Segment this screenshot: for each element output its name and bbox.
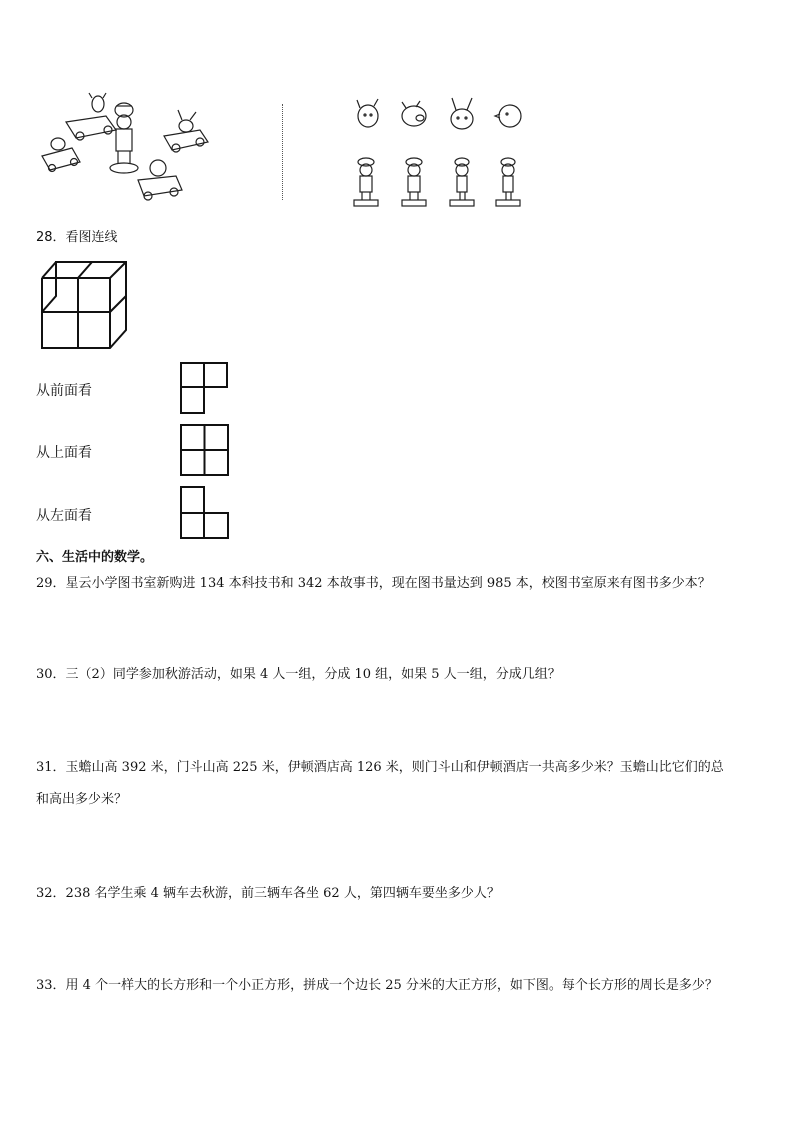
animal-heads-row: [350, 96, 530, 132]
animals-cars-illustration: [36, 92, 216, 204]
police-back-icon: [402, 158, 426, 206]
rabbit-car-icon: [164, 110, 208, 152]
left-view-grid[interactable]: [180, 486, 230, 540]
dog-head-icon: [357, 99, 378, 127]
top-view-grid[interactable]: [180, 424, 230, 476]
cube-stack-figure: [38, 256, 130, 352]
question-31-line1: 31．玉蟾山高 392 米，门斗山高 225 米，伊顿酒店高 126 米，则门斗山和伊顿酒店一共高多少米？玉蟾山比它们的总: [36, 760, 724, 775]
police-right-side-icon: [496, 158, 520, 206]
view-label-left: 从左面看: [36, 508, 92, 524]
question-33: 33．用 4 个一样大的长方形和一个小正方形，拼成一个边长 25 分米的大正方形，如下图。每个长方形的周长是多少？: [36, 978, 718, 993]
rabbit-head-icon: [451, 98, 473, 129]
question-32: 32．238 名学生乘 4 辆车去秋游，前三辆车各坐 62 人，第四辆车要坐多少人？: [36, 886, 500, 901]
chick-car-icon: [138, 160, 182, 200]
chick-head-icon: [495, 105, 521, 127]
police-front-icon: [354, 158, 378, 206]
section-6-heading: 六、生活中的数学。: [36, 550, 154, 565]
view-label-front: 从前面看: [36, 383, 92, 399]
dotted-divider: [282, 104, 283, 200]
front-view-grid[interactable]: [180, 362, 230, 414]
question-29: 29．星云小学图书室新购进 134 本科技书和 342 本故事书，现在图书量达到 985 本，校图书室原来有图书多少本？: [36, 576, 711, 591]
pig-car-icon: [42, 138, 80, 172]
question-30: 30．三（2）同学参加秋游活动，如果 4 人一组，分成 10 组，如果 5 人一组，分成几组？: [36, 667, 561, 682]
police-figure-icon: [110, 103, 138, 173]
police-left-side-icon: [450, 158, 474, 206]
dog-car-icon: [66, 93, 116, 140]
pig-head-icon: [402, 101, 426, 126]
question-31-line2: 和高出多少米？: [36, 792, 128, 807]
police-views-row: [352, 156, 532, 210]
question-28-title: 28．看图连线: [36, 230, 118, 245]
view-label-top: 从上面看: [36, 445, 92, 461]
